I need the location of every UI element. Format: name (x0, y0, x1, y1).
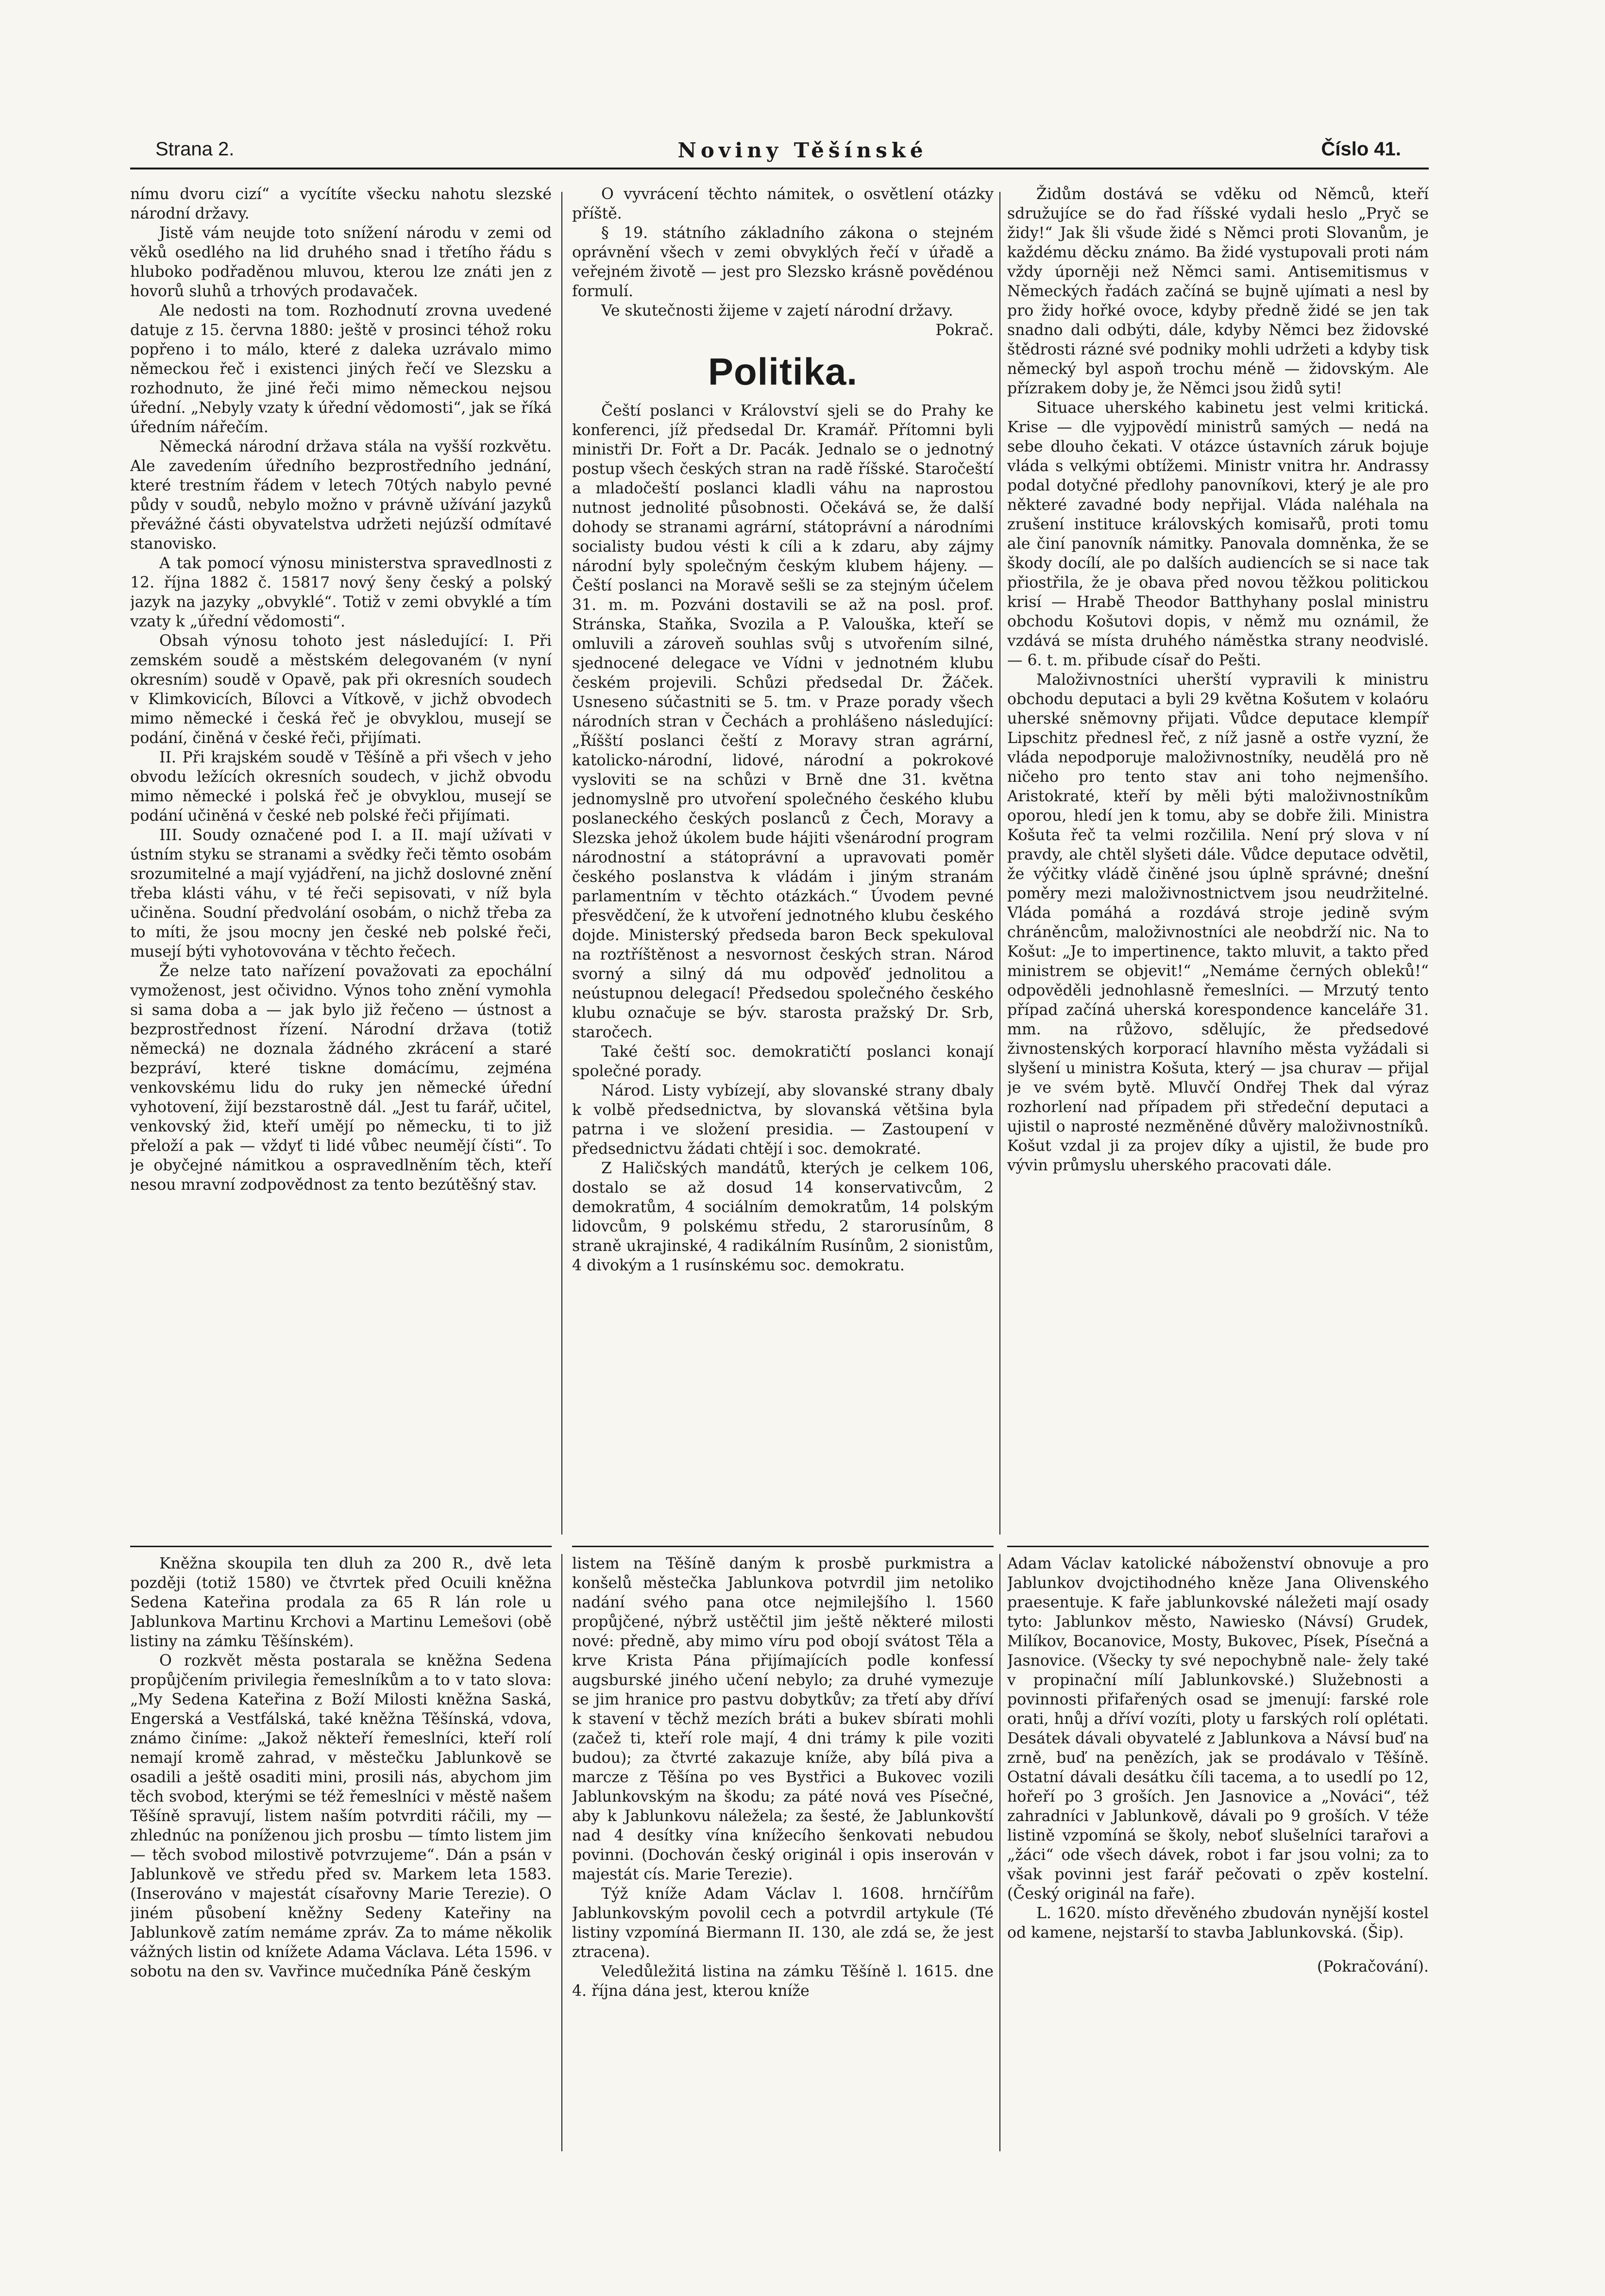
paragraph: Adam Václav katolické náboženství obnovuje a pro Jablunkov dvojctihodného kněze Jana Olivenského praesentuje. K faře jablunkovské náležeti mají osady tyto: Jablunkov město, Nawiesko (Návsí) Grudek, Milíkov, Bocanovice, Mosty, Bukovec, Písek, Písečná a Jasnovice. (Všecky ty své nepochybně nale- žely také v propinační mílí Jablunkovské.) Služebnosti a povinnosti přifařených osad se jmenují: farské role orati, hnůj a dříví vozíti, ploty u farských rolí oplétati. Desátek dávali obyvatelé z Jablunkova a Návsí buď na zrně, buď na penězích, jak se prodávalo v Těšíně. Ostatní dávali desátku číli tacema, a to usedlí po 12, hořeří po 3 groších. Jen Jasnovice a „Nováci“, též zahradníci v Jablunkově, dávali po 9 groších. V téže listině vzpomíná se školy, neboť slušelníci tarařovi a „žáci“ ode všech dávek, robot i far jsou volni; za to však povinni jest farář pečovati o zpěv kostelní. (Český originál na faře). (1007, 1555, 1429, 1903)
section-heading-politika: Politika. (708, 350, 858, 393)
paragraph: Jistě vám neujde toto snížení národu v zemi od věků osedlého na lid druhého snad i třetího řádu s hluboko podřaděnou mluvou, kterou lze znáti jen z hovorů sluhů a trhových prodavaček. (130, 224, 552, 300)
paragraph: L. 1620. místo dřevěného zbudován nynější kostel od kamene, nejstarší to stavba Jablunkovská. (Šip). (1007, 1905, 1429, 1941)
page-number: Strana 2. (155, 138, 235, 160)
newspaper-title: Noviny Těšínské (677, 138, 928, 162)
paragraph: Situace uherského kabinetu jest velmi kritická. Krise — dle vyjpovědí ministrů samých — nedá na sebe dlouho čekati. V otázce ústavních záruk bojuje vláda s velkými obtížemi. Ministr vnitra hr. Andrassy podal dotyčné předlohy panovníkovi, který je ale pro některé zavadné body nepřijal. Vláda naléhala na zrušení instituce královských komisařů, proti tomu ale činí panovník námitky. Panovala domněnka, že se škody docílí, ale po dalších audiencích se si nace tak přiostřila, že je obava před novou těžkou politickou krisí — Hrabě Theodor Batthyhany poslal ministru obchodu Košutovi dopis, v němž mu oznámil, že vzdává se místa druhého náměstka strany neodvislé. — 6. t. m. přibude císař do Pešti. (1007, 399, 1429, 669)
paragraph: Maloživnostníci uherští vypravili k ministru obchodu deputaci a byli 29 května Košutem v kolaóru uherské sněmovny přijati. Vůdce deputace klempíř Lipschitz přednesl řeč, z níž jasně a ostře vyzní, že vláda nepodporuje maloživnostníky, neudělá pro ně ničeho pro tento stav ani toho nejmenšího. Aristokraté, kteří by měli býti maloživnostníkům oporou, hledí jen k tomu, aby se dobře žili. Ministra Košuta řeč ta velmi rozčilila. Není prý slova v ní pravdy, ale chtěl slyšeti dále. Vůdce deputace odvětil, že výčitky vládě činěné jsou úplně správné; dnešní poměry mezi maloživnostnictvem jsou neudržitelné. Vláda pomáhá a rozdává stroje jedině svým chráněncům, maloživnostníci ale neobdrží nic. Na to Košut: „Je to impertinence, takto mluvit, a takto před ministrem se objevit!“ „Nemáme černých obleků!“ odpověděli jednohlasně řemeslníci. — Mrzutý tento případ začíná uherská korespondence kanceláře 31. mm. na růžovo, sdělujíc, že předsedové živnostenských korporací hlavního města vyžádali si slyšení u ministra Košuta, který — jsa churav — přijal je ve svém bytě. Mluvčí Ondřej Thek dal výraz rozhorlení nad případem při středeční deputaci a ujistil o naprosté nezměněné důvěry maloživnostníků. Košut vzdal ji za projev díky a ujistil, že bude pro vývin průmyslu uherského pracovati dále. (1007, 671, 1429, 1174)
paragraph: Německá národní država stála na vyšší rozkvětu. Ale zavedením úředního bezprostředního jednání, které trestním řádem v letech 70tých nabylo pevné půdy v soudů, nebylo možno v právně užívání jazyků převážné části obyvatelstva udržeti nejúzší odmítavé stanovisko. (130, 438, 552, 553)
upper-column-1 (130, 185, 552, 1539)
lower-column-3 (1007, 1554, 1429, 2151)
paragraph: Týž kníže Adam Václav l. 1608. hrnčířům Jablunkovským povolil cech a potvrdil artykule (Té listiny vzpomíná Biermann II. 130, ale zdá se, že jest ztracena). (572, 1885, 994, 1961)
continued-note: Pokrač. (935, 321, 994, 339)
paragraph: Obsah výnosu tohoto jest následující: I. Při zemském soudě a městském delegovaném (v nyní okresním) soudě v Opavě, pak při okresních soudech v Klimkovicích, Bílovci a Vítkově, v jichž obvodech mimo německé i česká řeč je obvyklou, musejí se podání, činěná v české řeči, přijímati. (130, 632, 552, 747)
paragraph: Veledůležitá listina na zámku Těšíně l. 1615. dne 4. října dána jest, kterou kníže (572, 1963, 994, 2000)
lower-column-2 (572, 1554, 994, 2151)
paragraph: Že nelze tato nařízení považovati za epochální vymoženost, jest očividno. Výnos toho znění vymohla si sama doba a — jak bylo již řečeno — ústnost a bezprostřednost řízení. Národní država (totiž německá) ne doznala žádného zkrácení a staré bezpráví, které tiskne domácímu, zejména venkovskému lidu do ruky jen německé úřední vyhotovení, žijí bezstarostně dál. „Jest tu farář, učitel, venkovský žid, kteří umějí po německu, ti to již přeloží a pak — vždyť ti lidé vůbec neumějí čísti“. To je obyčejné námitkou a ospravedlněním těch, kteří nesou mravní zodpovědnost za tento bezútěšný stav. (130, 962, 552, 1194)
continued-note: (Pokračování). (1317, 1958, 1429, 1975)
header-rule (130, 168, 1429, 169)
paragraph: Z Haličských mandátů, kterých je celkem 106, dostalo se až dosud 14 konservativcům, 2 demokratům, 4 sociálním demokratům, 14 polským lidovcům, 9 polskému středu, 2 starorusínům, 8 straně ukrajinské, 4 radikálním Rusínům, 2 sionistům, 4 divokým a 1 rusínskému soc. demokratu. (572, 1160, 994, 1274)
column-divider (999, 1554, 1000, 2151)
paragraph: O vyvrácení těchto námitek, o osvětlení otázky příště. (572, 186, 994, 222)
paragraph: nímu dvoru cizí“ a vycítíte všecku nahotu slezské národní državy. (130, 186, 552, 222)
paragraph: Čeští poslanci v Království sjeli se do Prahy ke konferenci, jíž předsedal Dr. Kramář. Přítomni byli ministři Dr. Fořt a Dr. Pacák. Jednalo se o jednotný postup všech českých stran na radě říšské. Staročeští a mladočeští poslanci kladli váhu na naprostou nutnost jednolité působnosti. Očekává se, že další dohody se stranami agrární, státoprávní a národními socialisty budou vésti k cíli a k zdaru, aby zájmy národní byly společným českým klubem hájeny. — Čeští poslanci na Moravě sešli se za stejným účelem 31. m. m. Pozváni dostavili se až na posl. prof. Stránska, Staňka, Svozila a P. Valouška, kteří se omluvili a zároveň souhlas svůj s utvořením silné, sjednocené delegace ve Vídni v jednotném klubu českém projevili. Schůzi předsedal Dr. Žáček. Usneseno súčastniti se 5. tm. v Praze porady všech národních stran v Čechách a prohlášeno následující: „Říšští poslanci čeští z Moravy stran agrární, katolicko-národní, lidové, národní a pokrokové vysloviti se na schůzi v Brně dne 31. května jednomyslně pro utvoření společného českého klubu poslaneckého českých poslanců z Čech, Moravy a Slezska jehož úkolem bude hájiti všenárodní program národnostní a státoprávní a upravovati poměr českého poslanstva k vládám i jiným stranám parlamentním v těchto otázkách.“ Úvodem pevné přesvědčení, že k utvoření jednotného klubu českého dojde. Ministerský předseda baron Beck spekuloval na roztříštěnost a nesvornost českých stran. Národ svorný a silný dá mu odpověď jednolitou a neústupnou delegací! Předsedou společného českého klubu označuje se býv. starosta pražský Dr. Srb, staročech. (572, 402, 994, 1041)
paragraph: II. Při krajském soudě v Těšíně a při všech v jeho obvodu ležících okresních soudech, v jichž obvodu mimo německé i polská řeč je obvyklou, musejí se podání učiněná v české neb polské řeči přijímati. (130, 749, 552, 825)
section-rule (130, 1546, 552, 1547)
paragraph: listem na Těšíně daným k prosbě purkmistra a konšelů městečka Jablunkova potvrdil jim netoliko nadání svého pana otce nejmilejšího l. 1560 propůjčené, nýbrž ustěčtil jim ještě některé milosti nové: předně, aby mimo víru pod obojí svátost Těla a krve Krista Pána přijímajících podle konfessí augsburské jiného učení nebylo; za druhé vymezuje se jim hranice pro pastvu dobytkův; za třetí aby dříví k stavení v těchž mezích bráti a bukev sbírati mohli (začež ti, kteří role mají, 4 dni trámy k pile voziti budou); za čtvrté zakazuje kníže, aby bílá piva a marcze z Těšína po ves Bystřici a Bukovec vozili Jablunkovským na škodu; za páté nová ves Písečné, aby k Jablunkovu náležela; za šesté, že Jablunkovští nad 4 desítky vína knížecího šenkovati nebudou povinni. (Dochován český originál i opis inserován v majestát cís. Marie Terezie). (572, 1555, 994, 1883)
column-divider (561, 1554, 562, 2151)
paragraph: § 19. státního základního zákona o stejném oprávnění všech v zemi obvyklých řečí v úřadě a veřejném životě — jest pro Slezsko krásně povědénou formulí. (572, 224, 994, 300)
paragraph: Židům dostává se vděku od Němců, kteří sdružujíce se do řad říšské vydali heslo „Pryč se židy!“ Jak šli všude židé s Němci proti Slovanům, je každému děcku známo. Ba židé vystupovali proti nám vždy úporněji než Němci sami. Antisemitismus v Německých řadách začíná se bujně ujímati a nesl by pro židy hořké ovoce, kdyby předně židé se jen tak snadno dali odbýti, dále, kdyby Němci bez židovské štědrosti rázné své podniky mohli udržeti a kdyby tisk německý byl aspoň trochu méně — židovským. Ale přízrakem doby je, že Němci jsou židů syti! (1007, 186, 1429, 397)
paragraph: Také čeští soc. demokratičtí poslanci konají společné porady. (572, 1043, 994, 1080)
upper-column-3 (1007, 185, 1429, 1539)
lower-column-1 (130, 1554, 552, 2151)
issue-number: Číslo 41. (1321, 138, 1401, 160)
paragraph: Národ. Listy vybízejí, aby slovanské strany dbaly k volbě předsednictva, by slovanská většina byla patrna i ve složení presidia. — Zastoupení v předsednictvu žádati chtějí i soc. demokraté. (572, 1082, 994, 1158)
paragraph: Kněžna skoupila ten dluh za 200 R., dvě leta později (totiž 1580) ve čtvrtek před Ocuili kněžna Sedena Kateřina prodala za 65 R lán role u Jablunkova Martinu Krchovi a Martinu Lemešovi (obě listiny na zámku Těšínském). (130, 1555, 552, 1650)
paragraph: Ale nedosti na tom. Rozhodnutí zrovna uvedené datuje z 15. června 1880: ještě v prosinci téhož roku popřeno i to málo, které z daleka uzrávalo mimo německou řeč i existenci jiných řečí ve Slezsku a rozhodnuto, že jiné řeči mimo německou nejsou úřední. „Nebyly vzaty k úřední vědomosti“, jak se říká úředním nářečím. (130, 302, 552, 436)
column-divider (999, 192, 1000, 1535)
section-rule (572, 1546, 994, 1547)
upper-column-2 (572, 185, 994, 1539)
paragraph: III. Soudy označené pod I. a II. mají užívati v ústním styku se stranami a svědky řeči těmto osobám srozumitelné a mají vyjádření, na jichž doslovné znění třeba klásti váhu, v té řeči sepisovati, v níž byla učiněna. Soudní předvolání osobám, o nichž třeba za to míti, že jsou mocny jen české neb polské řeči, musejí býti vyhotovována v těchto řečech. (130, 827, 552, 961)
paragraph: A tak pomocí výnosu ministerstva spravedlnosti z 12. října 1882 č. 15817 nový šeny český a polský jazyk na jazyky „obvyklé“. Totiž v zemi obvyklé a tím vzaty k „úřední vědomosti“. (130, 555, 552, 630)
section-rule (1007, 1546, 1429, 1547)
paragraph: O rozkvět města postarala se kněžna Sedena propůjčením privilegia řemeslníkům a to v tato slova: „My Sedena Kateřina z Boží Milosti kněžna Saská, Engerská a Vestfálská, také kněžna Těšínská, vdova, známo činíme: „Jakož někteří řemeslníci, kteří rolí nemají kromě zahrad, v městečku Jablunkově se osadili a ještě osaditi mini, prosili nás, abychom jim těch svobod, kterými se též řemeslníci v městě našem Těšíně spravují, listem naším potvrditi ráčili, my — zhlednúc na poníženou jich prosbu — tímto listem jim — těch svobod milostivě potvrzujeme“. Dán a psán v Jablunkově ve středu před sv. Markem leta 1583. (Inserováno v majestát císařovny Marie Terezie). O jiném působení kněžny Sedeny Kateřiny na Jablunkově zatím nemáme zpráv. Za to máme několik vážných listin od knížete Adama Václava. Léta 1596. v sobotu na den sv. Vavřince mučedníka Páně českým (130, 1652, 552, 1980)
column-divider (561, 192, 562, 1535)
paragraph: Ve skutečnosti žijeme v zajetí národní državy. (601, 302, 953, 320)
